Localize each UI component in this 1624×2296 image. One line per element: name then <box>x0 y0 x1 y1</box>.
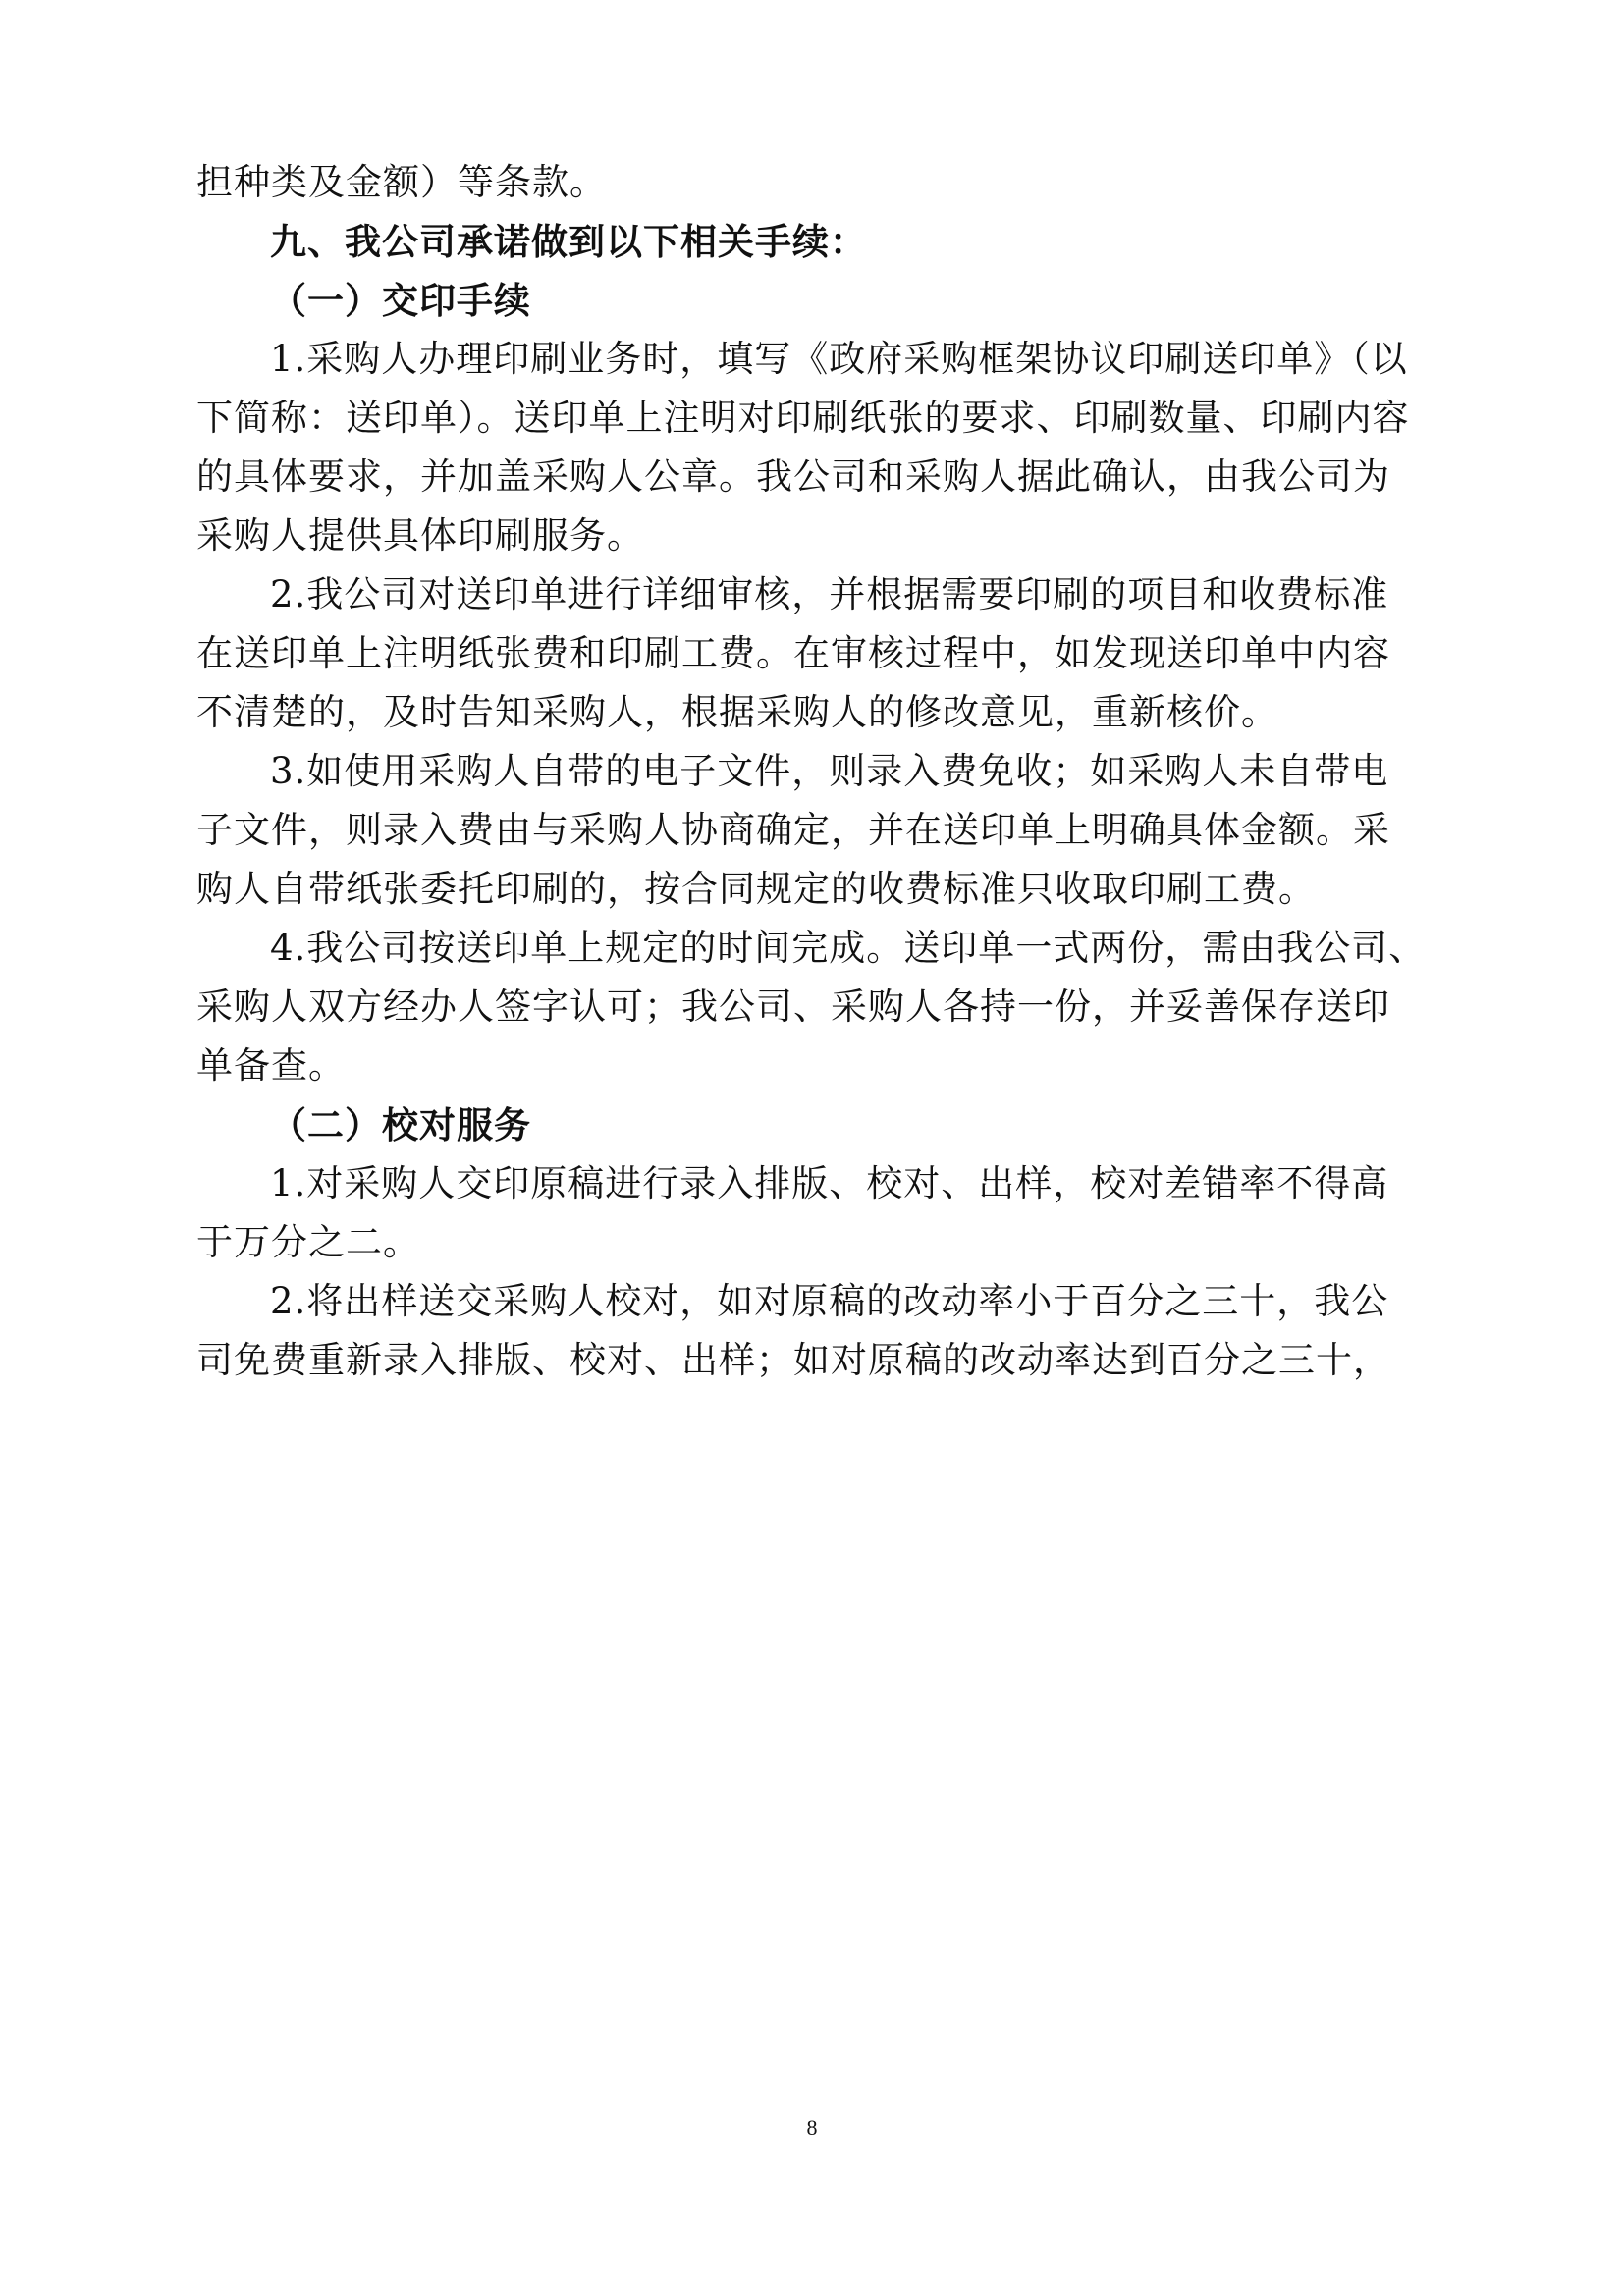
text-line: 下简称：送印单）。送印单上注明对印刷纸张的要求、印刷数量、印刷内容 <box>196 397 1410 439</box>
text-line: 2.将出样送交采购人校对，如对原稿的改动率小于百分之三十，我公 <box>270 1280 1389 1322</box>
text-line: 不清楚的，及时告知采购人，根据采购人的修改意见，重新核价。 <box>196 691 1278 733</box>
text-line: 2.我公司对送印单进行详细审核，并根据需要印刷的项目和收费标准 <box>270 573 1389 615</box>
text-line: 子文件，则录入费由与采购人协商确定，并在送印单上明确具体金额。采 <box>196 809 1390 851</box>
text-line: 在送印单上注明纸张费和印刷工费。在审核过程中，如发现送印单中内容 <box>196 632 1390 674</box>
text-line: 采购人提供具体印刷服务。 <box>196 514 644 557</box>
text-line: 采购人双方经办人签字认可；我公司、采购人各持一份，并妥善保存送印 <box>196 986 1390 1028</box>
text-line: 1.对采购人交印原稿进行录入排版、校对、出样，校对差错率不得高 <box>270 1162 1389 1204</box>
text-line: 4.我公司按送印单上规定的时间完成。送印单一式两份，需由我公司、 <box>270 927 1427 969</box>
text-line: 1.采购人办理印刷业务时，填写《政府采购框架协议印刷送印单》（以 <box>270 338 1408 380</box>
text-line: 购人自带纸张委托印刷的，按合同规定的收费标准只收取印刷工费。 <box>196 868 1316 910</box>
text-line: 单备查。 <box>196 1044 346 1087</box>
text-line: 司免费重新录入排版、校对、出样；如对原稿的改动率达到百分之三十， <box>196 1339 1390 1381</box>
text-line: 的具体要求，并加盖采购人公章。我公司和采购人据此确认，由我公司为 <box>196 455 1390 498</box>
text-line: 3.如使用采购人自带的电子文件，则录入费免收；如采购人未自带电 <box>270 750 1389 792</box>
text-line: 于万分之二。 <box>196 1221 420 1263</box>
section-heading: 九、我公司承诺做到以下相关手续： <box>270 220 867 263</box>
text-line: 担种类及金额）等条款。 <box>196 161 607 203</box>
subsection-heading: （二）校对服务 <box>270 1103 531 1147</box>
subsection-heading: （一）交印手续 <box>270 279 531 322</box>
page-number: 8 <box>806 2115 818 2140</box>
